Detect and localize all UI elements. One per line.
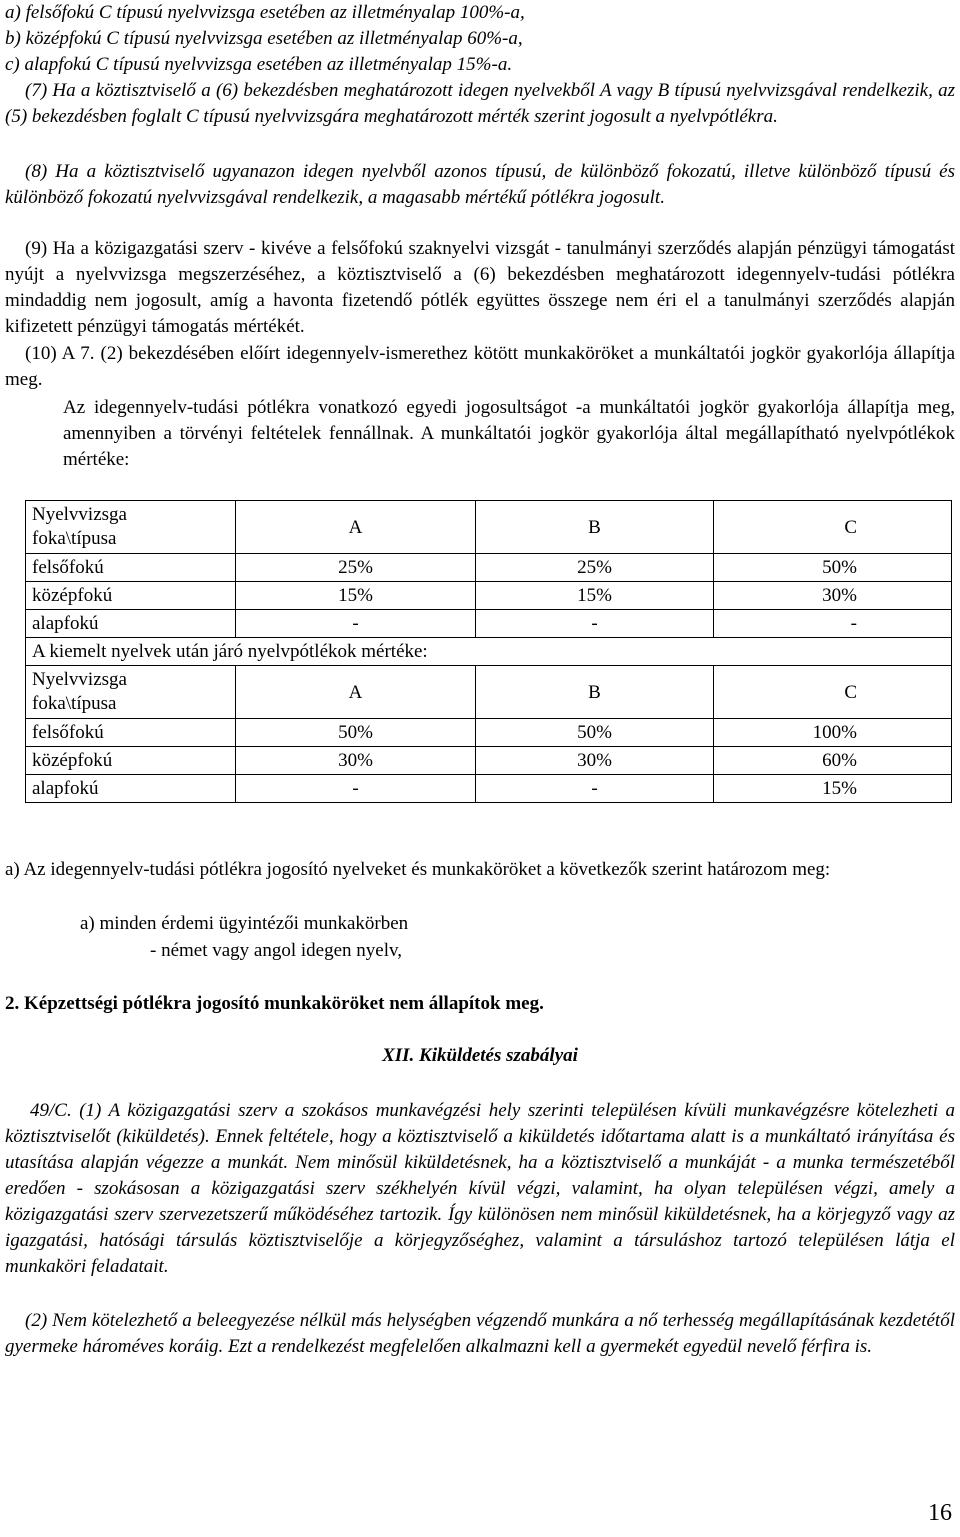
table-row [26,610,952,638]
paragraph-7: (7) Ha a köztisztviselő a (6) bekezdésben meghatározott idegen nyelvekből A vagy B típusú nyelvvizsgával rendelkezik, az (5) bekezdésben foglalt C típusú nyelvvizsgára meghatározott mérték szerint jogosult a nyelvpótlékra. [5,80,955,127]
table-cell-level: alapfokú [26,775,236,803]
table-cell-c: 50% [714,554,952,582]
table-cell-b: - [476,610,714,638]
table-cell-a: - [236,775,476,803]
table-cell-b: - [476,775,714,803]
table-cell-a: 25% [236,554,476,582]
table-cell-b: 15% [476,582,714,610]
table-cell-c: 60% [714,747,952,775]
table-cell-a: - [236,610,476,638]
table-header-label: Nyelvvizsga foka\típusa [26,501,236,554]
table-cell-b: 25% [476,554,714,582]
table-cell-level: középfokú [26,582,236,610]
table-cell-c: - [714,610,952,638]
paragraph-49c-2: (2) Nem kötelezhető a beleegyezése nélkül más helységben végzendő munkára a nő terhesség megállapításának kezdetétől gyermeke hároméves koráig. Ezt a rendelkezést megfelelően alkalmazni kell a gyermekét egyedül nevelő férfira is. [5,1310,955,1357]
table-cell-c: 30% [714,582,952,610]
table-header-b: B [476,666,714,719]
table-cell-c: 15% [714,775,952,803]
table-cell-level: felsőfokú [26,554,236,582]
table-cell-level: középfokú [26,747,236,775]
table-header-row [26,666,952,719]
table-header-b: B [476,501,714,554]
point-2: 2. Képzettségi pótlékra jogosító munkaköröket nem állapítok meg. [5,993,544,1014]
languages-item-a-sub: - német vagy angol idegen nyelv, [150,940,403,961]
highlighted-languages-caption: A kiemelt nyelvek után járó nyelvpótlékok mértéke: [26,638,952,666]
paragraph-9: (9) Ha a közigazgatási szerv - kivéve a felsőfokú szaknyelvi vizsgát - tanulmányi szerződés alapján pénzügyi támogatást nyújt a nyelvvizsga megszerzéséhez, a köztisztviselő a (6) bekezdésben meghatározott idegennyelv-tudási pótlékra mindaddig nem jogosult, amíg a havonta fizetendő pótlék együttes összege nem éri el a tanulmányi szerződés alapján kifizetett pénzügyi támogatás mértékét. [5,238,955,337]
language-allowance-table [25,500,952,803]
table-row [26,747,952,775]
table-cell-b: 50% [476,719,714,747]
table-cell-a: 15% [236,582,476,610]
table-cell-c: 100% [714,719,952,747]
table-row [26,582,952,610]
table-cell-a: 50% [236,719,476,747]
table-header-a: A [236,501,476,554]
table-cell-level: felsőfokú [26,719,236,747]
table-row [26,775,952,803]
paragraph-10: (10) A 7. (2) bekezdésében előírt idegennyelv-ismerethez kötött munkaköröket a munkáltatói jogkör gyakorlója állapítja meg. [5,343,955,390]
paragraph-8: (8) Ha a köztisztviselő ugyanazon idegen nyelvből azonos típusú, de különböző fokozatú, illetve különböző típusú és különböző fokozatú nyelvvizsgával rendelkezik, a magasabb mértékű pótlékra jogosult. [5,161,955,208]
table-header-a: A [236,666,476,719]
table-header-c: C [714,501,952,554]
table-row [26,719,952,747]
page-number: 16 [928,1500,952,1526]
table-caption-row [26,638,952,666]
paragraph-10-continued: Az idegennyelv-tudási pótlékra vonatkozó egyedi jogosultságot -a munkáltatói jogkör gyakorlója állapítja meg, amennyiben a törvényi feltételek fennállnak. A munkáltatói jogkör gyakorlója által megállapítható nyelvpótlékok mértéke: [63,397,955,470]
table-row [26,554,952,582]
intro-line-a: a) felsőfokú C típusú nyelvvizsga esetében az illetményalap 100%-a, [5,2,525,23]
paragraph-49c-1: 49/C. (1) A közigazgatási szerv a szokásos munkavégzési hely szerinti településen kívüli munkavégzésre kötelezheti a köztisztviselőt (kiküldetés). Ennek feltétele, hogy a köztisztviselő a kiküldetés időtartama alatt is a munkáltató irányítása és utasítása alapján végezze a munkát. Nem minősül kiküldetésnek, ha a köztisztviselő a munkáját - a munka természetéből eredően - szokásosan a közigazgatási szerv székhelyén kívül végzi, valamint, ha olyan településen végzi, amely a közigazgatási szerv szervezetszerű működéséhez tartozik. Így különösen nem minősül kiküldetésnek, ha a körjegyző vagy az igazgatási, hatósági társulás köztisztviselője a körjegyzőséghez, valamint a társuláshoz tartozó településen látja el munkaköri feladatait. [5,1100,955,1277]
languages-paragraph: a) Az idegennyelv-tudási pótlékra jogosító nyelveket és munkaköröket a következők szerint határozom meg: [5,859,831,880]
table-cell-b: 30% [476,747,714,775]
intro-line-c: c) alapfokú C típusú nyelvvizsga esetében az illetményalap 15%-a. [5,54,513,75]
table-cell-level: alapfokú [26,610,236,638]
table-header-c: C [714,666,952,719]
table-header-label: Nyelvvizsga foka\típusa [26,666,236,719]
section-title: XII. Kiküldetés szabályai [382,1045,578,1066]
intro-line-b: b) középfokú C típusú nyelvvizsga esetében az illetményalap 60%-a, [5,28,523,49]
languages-item-a: a) minden érdemi ügyintézői munkakörben [80,913,409,934]
table-cell-a: 30% [236,747,476,775]
table-header-row [26,501,952,554]
